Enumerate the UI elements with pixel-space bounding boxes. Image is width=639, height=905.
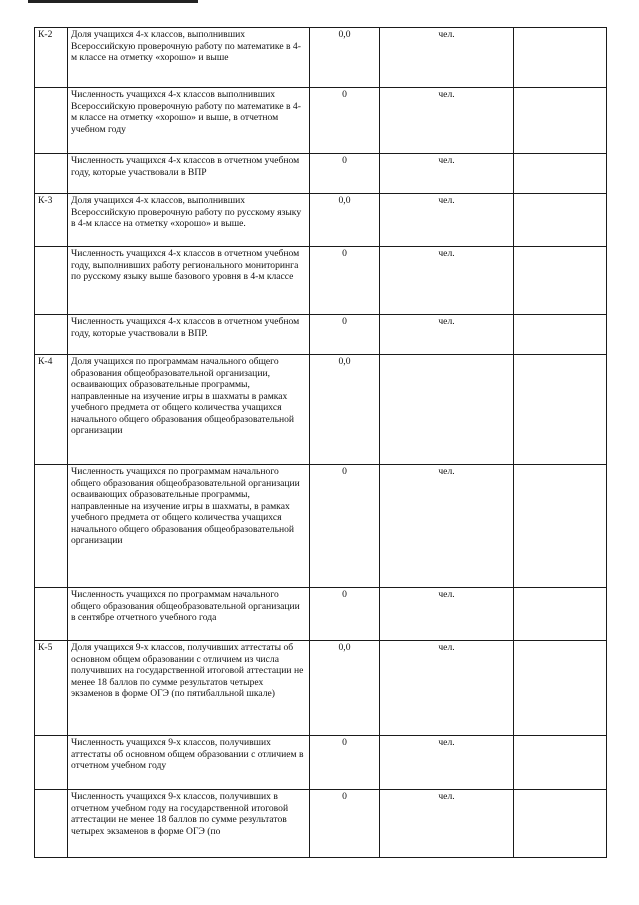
indicator-unit-cell: чел. [380,465,514,588]
table-row [35,588,607,641]
table-row [35,790,607,858]
indicator-extra-cell [514,355,607,465]
table-row [35,247,607,315]
indicator-extra-cell [514,641,607,736]
indicator-extra-cell [514,247,607,315]
indicator-value-cell: 0 [310,736,380,790]
indicator-code-cell: К-4 [35,355,68,465]
indicators-table [34,27,607,858]
indicator-code-cell [35,154,68,194]
indicator-value-cell: 0,0 [310,194,380,247]
indicator-code-cell [35,465,68,588]
indicator-value-cell: 0 [310,88,380,154]
indicator-extra-cell [514,194,607,247]
indicator-unit-cell: чел. [380,315,514,355]
indicator-unit-cell: чел. [380,588,514,641]
indicator-value-cell: 0 [310,588,380,641]
indicator-value-cell: 0 [310,315,380,355]
indicator-unit-cell: чел. [380,28,514,88]
indicator-extra-cell [514,736,607,790]
indicator-extra-cell [514,88,607,154]
indicator-value-cell: 0 [310,154,380,194]
indicator-description-cell: Численность учащихся по программам начального общего образования общеобразовательной организации осваивающих образовательные программы, направленные на изучение игры в шахматы, в рамках учебного предмета от общего количества учащихся начального общего образования общеобразовательной организации [68,465,310,588]
indicator-description-cell: Численность учащихся 4-х классов в отчетном учебном году, которые участвовали в ВПР. [68,315,310,355]
indicator-code-cell: К-5 [35,641,68,736]
indicator-extra-cell [514,465,607,588]
indicator-extra-cell [514,28,607,88]
indicator-unit-cell: чел. [380,194,514,247]
indicator-extra-cell [514,790,607,858]
indicator-value-cell: 0,0 [310,28,380,88]
indicator-code-cell [35,588,68,641]
indicator-description-cell: Численность учащихся 4-х классов в отчетном учебном году, которые участвовали в ВПР [68,154,310,194]
table-row [35,154,607,194]
indicator-code-cell [35,315,68,355]
top-rule [28,0,198,3]
indicator-description-cell: Доля учащихся 9-х классов, получивших аттестаты об основном общем образовании с отличием из числа получивших на государственной итоговой аттестации не менее 18 баллов по сумме результатов четырех экзаменов в форме ОГЭ (по пятибалльной шкале) [68,641,310,736]
indicator-code-cell [35,736,68,790]
indicator-description-cell: Численность учащихся 9-х классов, получивших аттестаты об основном общем образовании с отличием в отчетном учебном году [68,736,310,790]
indicator-code-cell: К-2 [35,28,68,88]
indicator-value-cell: 0,0 [310,641,380,736]
indicator-description-cell: Доля учащихся по программам начального общего образования общеобразовательной организации, осваивающих образовательные программы, направленные на изучение игры в шахматы в рамках учебного предмета от общего количества учащихся начального общего образования общеобразовательной организации [68,355,310,465]
indicator-value-cell: 0 [310,465,380,588]
indicator-unit-cell: чел. [380,790,514,858]
table-row [35,88,607,154]
table-row [35,465,607,588]
table-row [35,194,607,247]
indicator-unit-cell [380,355,514,465]
table-row [35,315,607,355]
indicator-description-cell: Численность учащихся 9-х классов, получивших в отчетном учебном году на государственной итоговой аттестации не менее 18 баллов по сумме результатов четырех экзаменов в форме ОГЭ (по [68,790,310,858]
indicator-unit-cell: чел. [380,641,514,736]
indicator-unit-cell: чел. [380,154,514,194]
table-row [35,641,607,736]
indicator-description-cell: Численность учащихся по программам начального общего образования общеобразовательной организации в сентябре отчетного учебного года [68,588,310,641]
indicator-extra-cell [514,588,607,641]
table-row [35,736,607,790]
indicator-description-cell: Численность учащихся 4-х классов выполнивших Всероссийскую проверочную работу по математике в 4-м классе на отметку «хорошо» и выше, в отчетном учебном году [68,88,310,154]
indicator-description-cell: Численность учащихся 4-х классов в отчетном учебном году, выполнивших работу регионального мониторинга по русскому языку выше базового уровня в 4-м классе [68,247,310,315]
indicator-description-cell: Доля учащихся 4-х классов, выполнивших Всероссийскую проверочную работу по русскому языку в 4-м классе на отметку «хорошо» и выше. [68,194,310,247]
indicator-description-cell: Доля учащихся 4-х классов, выполнивших Всероссийскую проверочную работу по математике в 4-м классе на отметку «хорошо» и выше [68,28,310,88]
table-row [35,28,607,88]
indicators-table-body [35,28,607,858]
indicator-code-cell [35,790,68,858]
indicator-code-cell: К-3 [35,194,68,247]
indicator-unit-cell: чел. [380,247,514,315]
indicator-value-cell: 0,0 [310,355,380,465]
indicator-value-cell: 0 [310,247,380,315]
indicator-extra-cell [514,315,607,355]
indicator-unit-cell: чел. [380,88,514,154]
indicator-unit-cell: чел. [380,736,514,790]
indicator-value-cell: 0 [310,790,380,858]
indicator-code-cell [35,247,68,315]
indicator-code-cell [35,88,68,154]
indicator-extra-cell [514,154,607,194]
table-row [35,355,607,465]
